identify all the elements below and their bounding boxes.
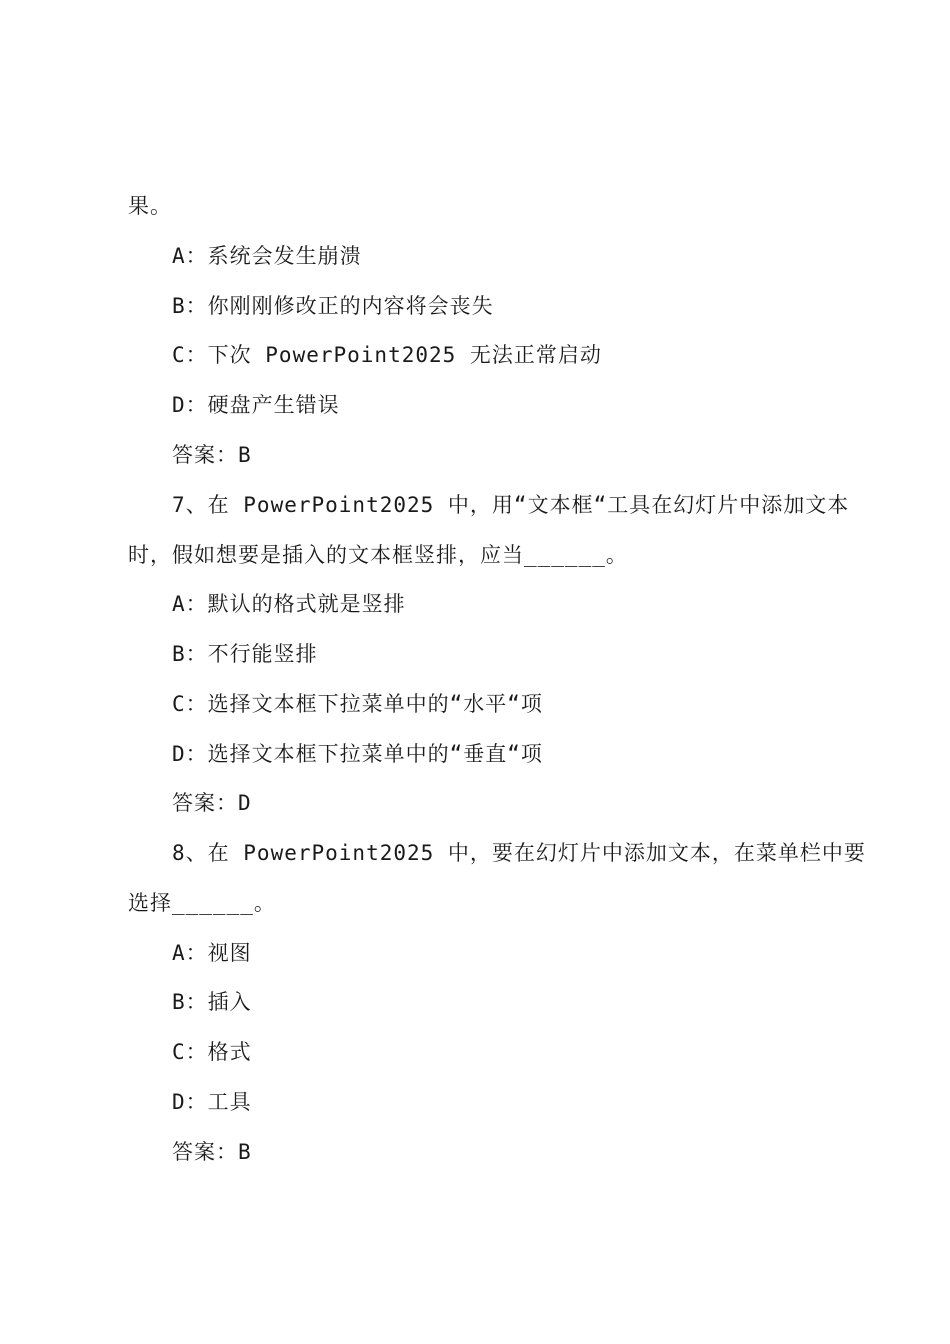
answer-line: 答案：D <box>172 791 252 815</box>
option-line: C：下次 PowerPoint2025 无法正常启动 <box>172 343 602 367</box>
option-line: A：默认的格式就是竖排 <box>172 592 406 616</box>
text-line: 果。 <box>128 194 172 218</box>
option-line: C：格式 <box>172 1040 252 1064</box>
answer-line: 答案：B <box>172 1140 252 1164</box>
option-line: A：视图 <box>172 941 252 965</box>
option-line: B：插入 <box>172 990 252 1014</box>
question-continuation-line: 时，假如想要是插入的文本框竖排，应当______。 <box>128 543 628 567</box>
option-line: C：选择文本框下拉菜单中的“水平“项 <box>172 692 543 716</box>
option-line: A：系统会发生崩溃 <box>172 244 362 268</box>
question-continuation-line: 选择______。 <box>128 891 276 915</box>
option-line: D：硬盘产生错误 <box>172 393 340 417</box>
question-line: 7、在 PowerPoint2025 中，用“文本框“工具在幻灯片中添加文本 <box>172 493 850 517</box>
question-line: 8、在 PowerPoint2025 中，要在幻灯片中添加文本，在菜单栏中要 <box>172 841 866 865</box>
option-line: B：不行能竖排 <box>172 642 318 666</box>
answer-line: 答案：B <box>172 443 252 467</box>
option-line: B：你刚刚修改正的内容将会丧失 <box>172 294 494 318</box>
option-line: D：选择文本框下拉菜单中的“垂直“项 <box>172 742 543 766</box>
option-line: D：工具 <box>172 1090 252 1114</box>
